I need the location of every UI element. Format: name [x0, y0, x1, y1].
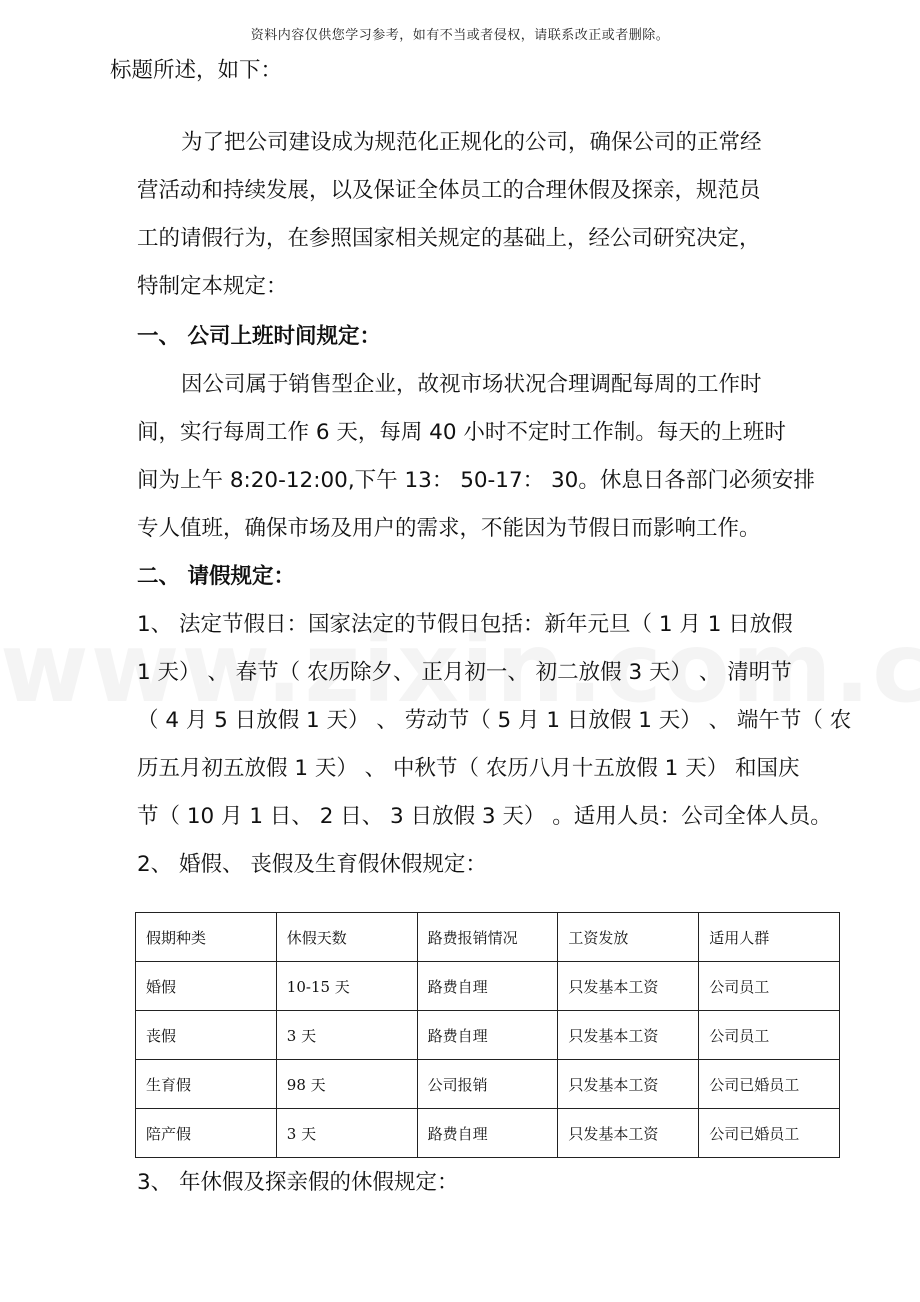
holiday-line-2: 1 天） 、 春节（ 农历除夕、 正月初一、 初二放假 3 天） 、 清明节 [137, 660, 792, 685]
table-header-cell: 休假天数 [276, 913, 417, 962]
table-cell: 公司报销 [417, 1060, 558, 1109]
leave-table [135, 912, 840, 1158]
table-cell: 只发基本工资 [558, 1060, 699, 1109]
purpose-line-1: 为了把公司建设成为规范化正规化的公司，确保公司的正常经 [181, 130, 762, 155]
table-cell: 公司员工 [699, 962, 840, 1011]
table-cell: 婚假 [136, 962, 277, 1011]
table-header-cell: 路费报销情况 [417, 913, 558, 962]
table-cell: 公司已婚员工 [699, 1109, 840, 1158]
annual-leave-heading: 3、 年休假及探亲假的休假规定： [137, 1170, 459, 1195]
table-cell: 路费自理 [417, 1109, 558, 1158]
holiday-line-1: 1、 法定节假日：国家法定的节假日包括：新年元旦（ 1 月 1 日放假 [137, 612, 793, 637]
purpose-line-2: 营活动和持续发展，以及保证全体员工的合理休假及探亲，规范员 [137, 178, 761, 203]
table-header-row [136, 913, 840, 962]
table-cell: 路费自理 [417, 962, 558, 1011]
table-cell: 公司员工 [699, 1011, 840, 1060]
table-cell: 路费自理 [417, 1011, 558, 1060]
table-cell: 3 天 [276, 1109, 417, 1158]
section-1-line-2: 间，实行每周工作 6 天，每周 40 小时不定时工作制。每天的上班时 [137, 420, 786, 445]
table-header-cell: 假期种类 [136, 913, 277, 962]
table-row [136, 1109, 840, 1158]
leave-rules-heading: 2、 婚假、 丧假及生育假休假规定： [137, 852, 487, 877]
section-1-heading: 一、 公司上班时间规定： [137, 324, 381, 349]
table-cell: 只发基本工资 [558, 962, 699, 1011]
table-cell: 只发基本工资 [558, 1109, 699, 1158]
table-cell: 丧假 [136, 1011, 277, 1060]
table-cell: 10-15 天 [276, 962, 417, 1011]
section-1-line-1: 因公司属于销售型企业，故视市场状况合理调配每周的工作时 [181, 372, 762, 397]
table-header-cell: 适用人群 [699, 913, 840, 962]
page-header-note: 资料内容仅供您学习参考，如有不当或者侵权，请联系改正或者删除。 [250, 28, 670, 43]
table-cell: 3 天 [276, 1011, 417, 1060]
section-2-heading: 二、 请假规定： [137, 564, 295, 589]
purpose-line-4: 特制定本规定： [137, 274, 288, 299]
holiday-line-5: 节（ 10 月 1 日、 2 日、 3 日放假 3 天） 。适用人员：公司全体人员。 [137, 804, 832, 829]
table-row [136, 1060, 840, 1109]
table-cell: 生育假 [136, 1060, 277, 1109]
section-1-line-4: 专人值班，确保市场及用户的需求，不能因为节假日而影响工作。 [137, 516, 761, 541]
section-1-line-3: 间为上午 8:20-12:00,下午 13： 50-17： 30。休息日各部门必须安排 [137, 468, 815, 493]
table-cell: 98 天 [276, 1060, 417, 1109]
table-cell: 公司已婚员工 [699, 1060, 840, 1109]
holiday-line-4: 历五月初五放假 1 天） 、 中秋节（ 农历八月十五放假 1 天） 和国庆 [137, 756, 800, 781]
holiday-line-3: （ 4 月 5 日放假 1 天） 、 劳动节（ 5 月 1 日放假 1 天） 、 端午节（ 农 [137, 708, 852, 733]
table-row [136, 962, 840, 1011]
table-header-cell: 工资发放 [558, 913, 699, 962]
purpose-line-3: 工的请假行为，在参照国家相关规定的基础上，经公司研究决定， [137, 226, 761, 251]
table-cell: 陪产假 [136, 1109, 277, 1158]
table-cell: 只发基本工资 [558, 1011, 699, 1060]
table-row [136, 1011, 840, 1060]
intro-text: 标题所述，如下： [110, 58, 283, 83]
